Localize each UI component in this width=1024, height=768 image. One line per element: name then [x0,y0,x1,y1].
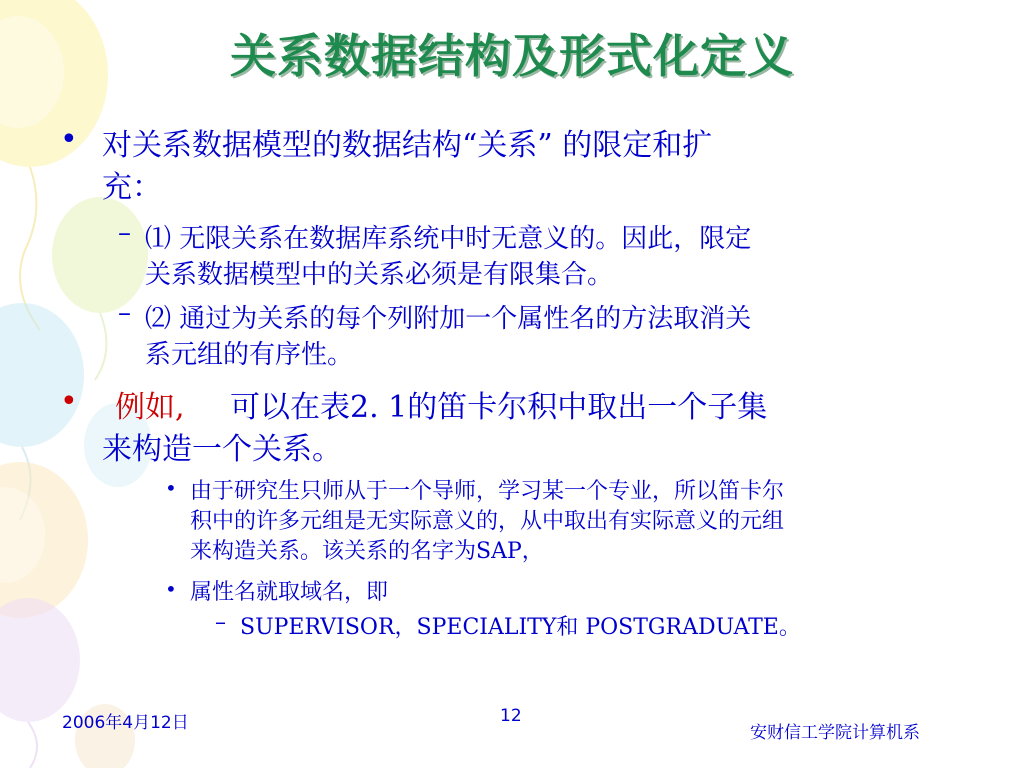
bullet-2-highlight: 例如, [115,390,185,425]
footer-page-number: 12 [500,706,522,726]
bullet-2-line-2: 来构造一个关系。 [102,432,342,467]
sub-1-line-3: 来构造关系。该关系的名字为SAP， [190,539,544,564]
footer-organization: 安财信工学院计算机系 [750,723,920,743]
bullet-dot: • [165,577,177,601]
sub-dash: – [118,218,131,248]
sub-1-line-2: 关系数据模型中的关系必须是有限集合。 [145,260,614,290]
subsub-dash: – [215,610,226,635]
bullet-1-line-2: 充： [102,170,162,205]
subsub-text: SUPERVISOR，SPECIALITY和 POSTGRADUATE。 [240,615,801,640]
sub-1-line-1: ⑴ 无限关系在数据库系统中时无意义的。因此，限定 [145,224,752,254]
bullet-dot: • [60,122,78,157]
sub-dash: – [118,298,131,328]
bullet-1-line-1: 对关系数据模型的数据结构“关系” 的限定和扩 [102,128,713,163]
sub-2-line-1: 属性名就取域名，即 [190,580,389,605]
bullet-dot: • [165,476,177,500]
sub-2-line-1: ⑵ 通过为关系的每个列附加一个属性名的方法取消关 [145,304,752,334]
slide-title: 关系数据结构及形式化定义 [230,29,794,83]
sub-1-line-2: 积中的许多元组是无实际意义的，从中取出有实际意义的元组 [190,509,785,534]
bullet-2-line-1: 可以在表2. 1的笛卡尔积中取出一个子集 [230,390,768,425]
bullet-dot: • [60,384,78,419]
sub-2-line-2: 系元组的有序性。 [145,340,354,370]
sub-1-line-1: 由于研究生只师从于一个导师，学习某一个专业，所以笛卡尔 [190,479,785,504]
footer-date: 2006年4月12日 [62,713,189,733]
